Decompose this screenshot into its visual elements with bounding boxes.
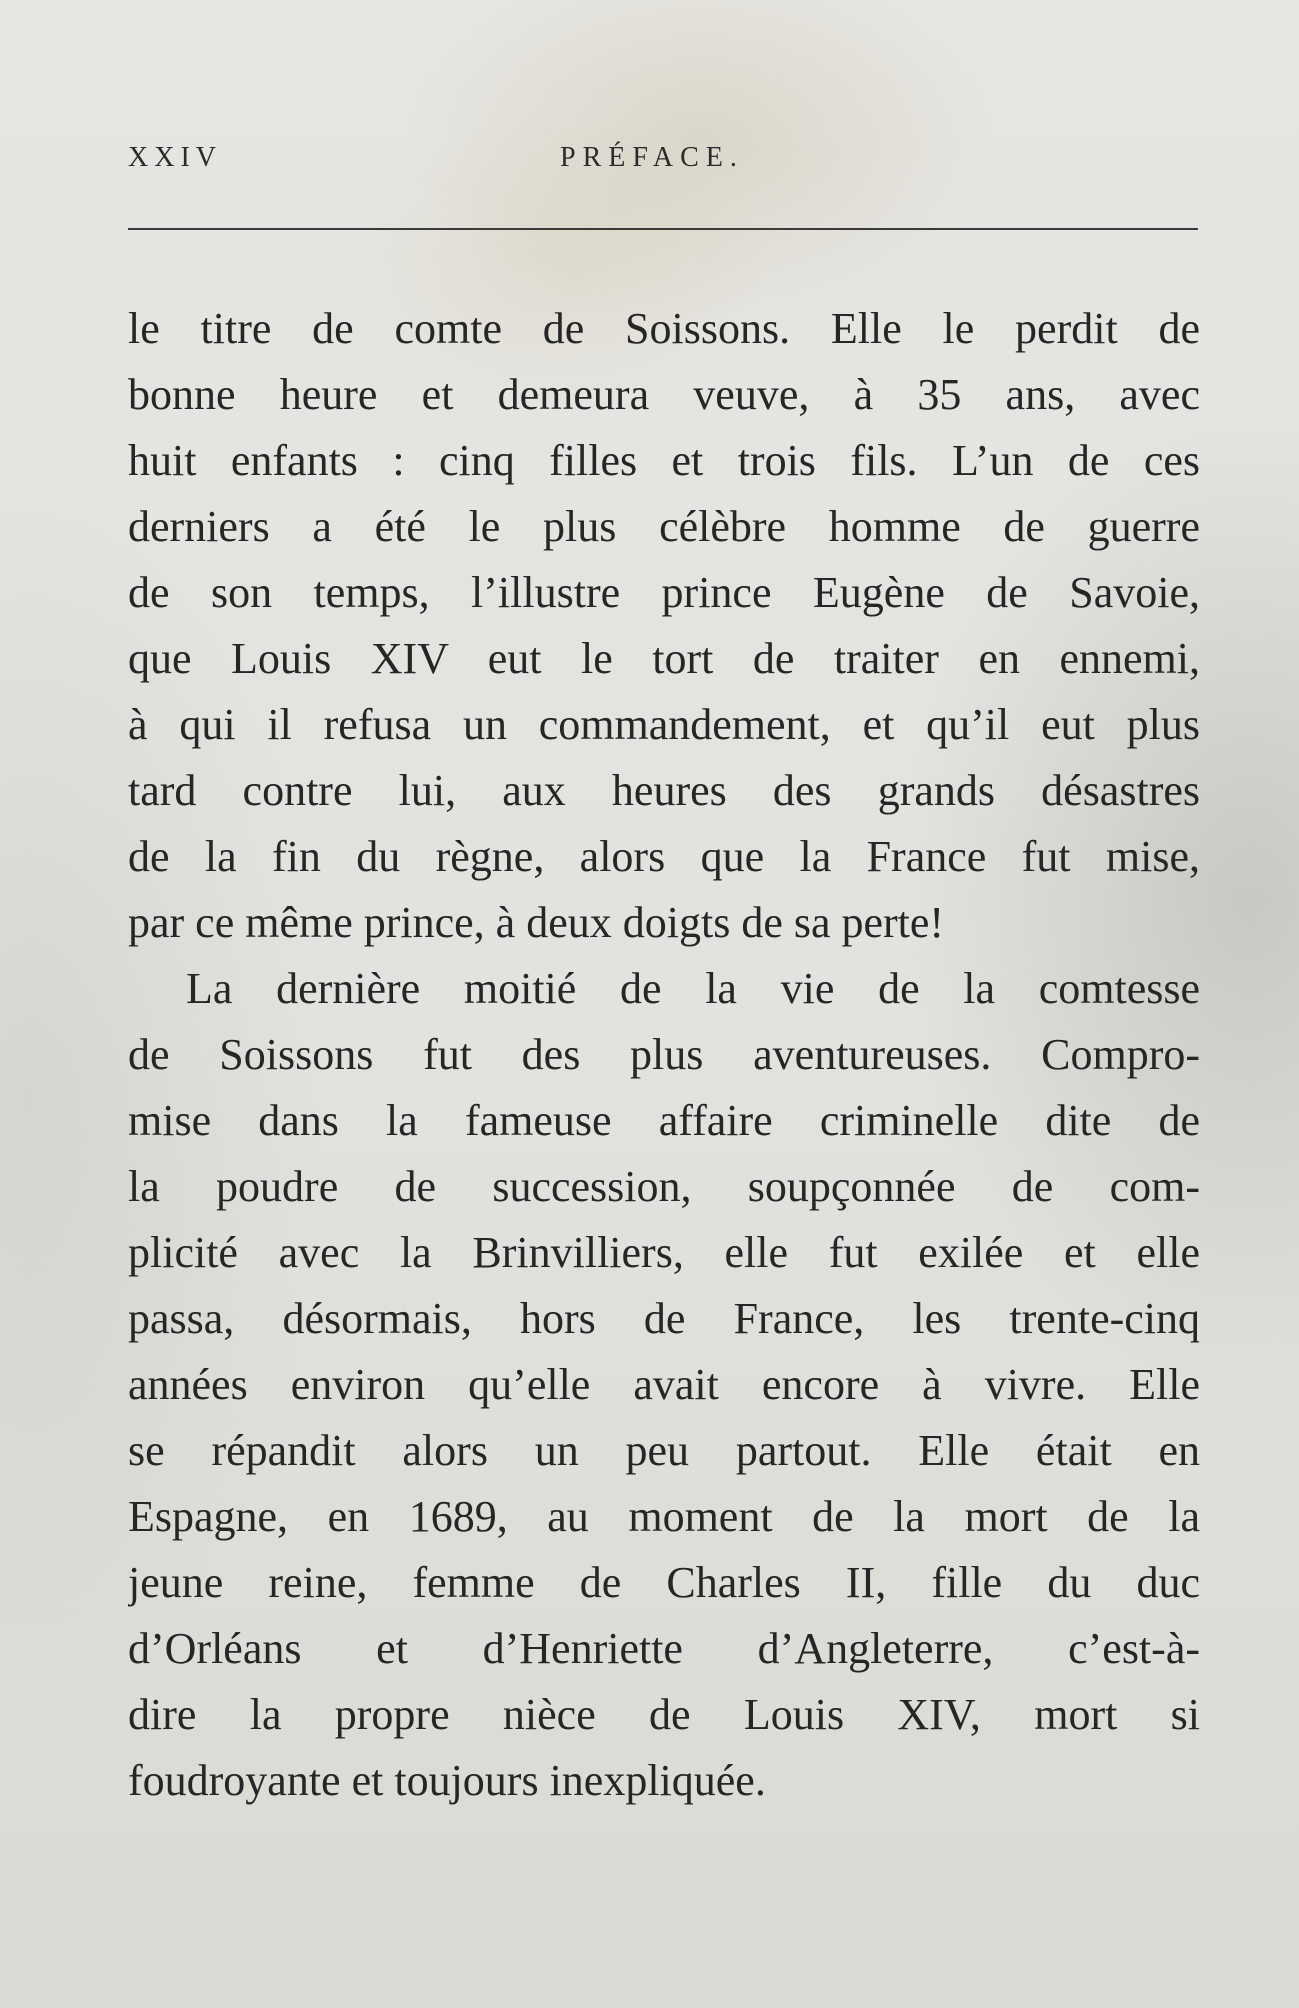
text-line: bonne heure et demeura veuve, à 35 ans, avec [128, 370, 1200, 419]
text-line: à qui il refusa un commandement, et qu’il eut plus [128, 700, 1200, 749]
text-line: d’Orléans et d’Henriette d’Angleterre, c’est-à- [128, 1624, 1200, 1673]
text-line: années environ qu’elle avait encore à vivre. Elle [128, 1360, 1200, 1409]
text-line: tard contre lui, aux heures des grands désastres [128, 766, 1200, 815]
page-header [128, 142, 1198, 182]
text-line: derniers a été le plus célèbre homme de guerre [128, 502, 1200, 551]
running-title: PRÉFACE. [560, 142, 744, 173]
text-line: passa, désormais, hors de France, les trente-cinq [128, 1294, 1200, 1343]
text-line: de la fin du règne, alors que la France fut mise, [128, 832, 1200, 881]
text-line: Espagne, en 1689, au moment de la mort de la [128, 1492, 1200, 1541]
page-number: XXIV [128, 142, 222, 173]
text-line: mise dans la fameuse affaire criminelle dite de [128, 1096, 1200, 1145]
text-line: se répandit alors un peu partout. Elle était en [128, 1426, 1200, 1475]
paragraph-end-line: par ce même prince, à deux doigts de sa perte! [128, 898, 945, 947]
text-line: huit enfants : cinq filles et trois fils. L’un de ces [128, 436, 1200, 485]
text-line: que Louis XIV eut le tort de traiter en ennemi, [128, 634, 1200, 683]
body-text [128, 296, 1200, 1814]
text-line: de Soissons fut des plus aventureuses. Compro- [128, 1030, 1200, 1079]
paragraph-end-line: foudroyante et toujours inexpliquée. [128, 1756, 766, 1805]
text-line: plicité avec la Brinvilliers, elle fut exilée et elle [128, 1228, 1200, 1277]
paragraph-start-line: La dernière moitié de la vie de la comtesse [186, 964, 1200, 1013]
text-line: le titre de comte de Soissons. Elle le perdit de [128, 304, 1200, 353]
header-rule [128, 228, 1198, 230]
text-line: la poudre de succession, soupçonnée de com- [128, 1162, 1200, 1211]
text-line: jeune reine, femme de Charles II, fille du duc [128, 1558, 1200, 1607]
text-line: dire la propre nièce de Louis XIV, mort si [128, 1690, 1200, 1739]
text-line: de son temps, l’illustre prince Eugène de Savoie, [128, 568, 1200, 617]
